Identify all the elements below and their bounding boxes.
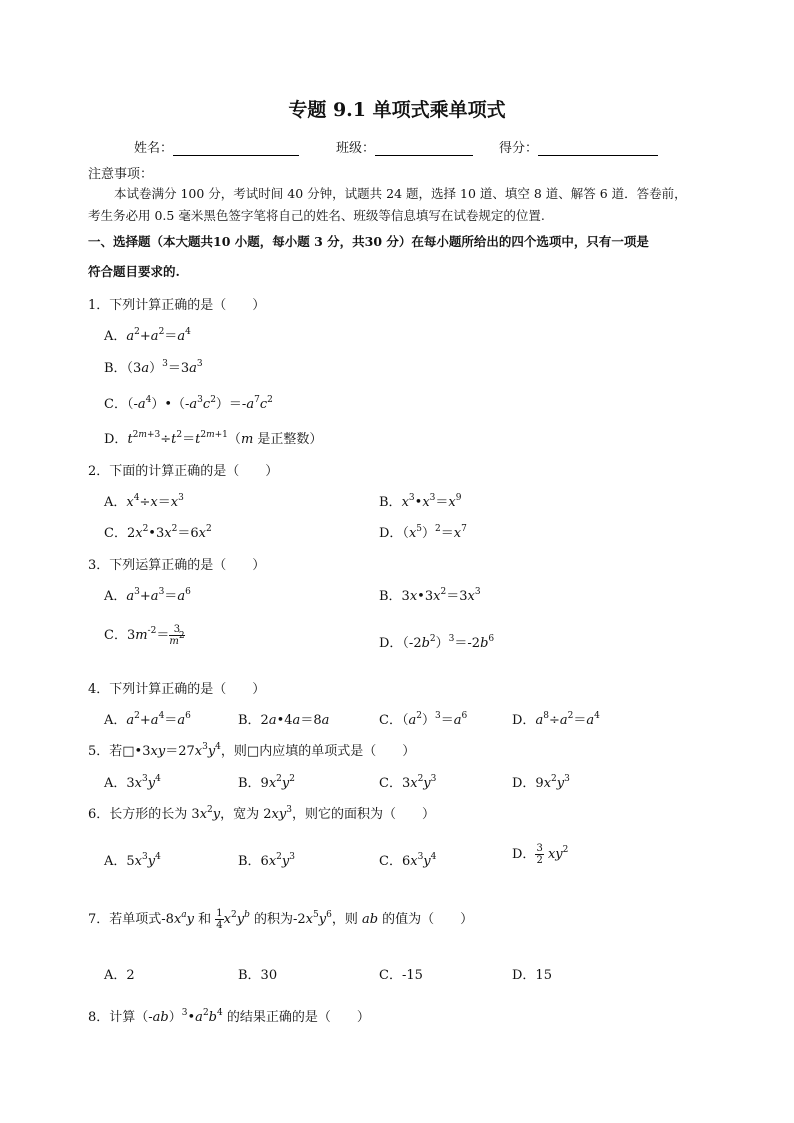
q7-option-b[interactable]: B．30 [238,968,278,983]
section-heading-line-2: 符合题目要求的. [88,264,180,279]
q1-option-d[interactable]: D．$t^{2m+3}\div t^2=t^{2m+1}(m$ 是正整数） [104,430,323,447]
class-field-row [336,137,473,156]
question-8-stem: 8．计算$(-ab)^3•a^2b^4$ 的结果正确的是（ ） [88,1008,370,1025]
question-3-stem: 3．下列运算正确的是（ ） [88,558,266,573]
notice-line-2: 考生务必用 0.5 毫米黑色签字笔将自己的姓名、班级等信息填写在试卷规定的位置. [88,208,545,223]
q2-option-b[interactable]: B．$x^3•x^3=x^9$ [379,493,462,510]
score-field-row [499,137,658,156]
q3-option-c[interactable]: C．$3m^{-2}=$ $\frac{3}{m^2}$ [104,624,185,647]
class-label: 班级： [336,141,376,156]
question-5-stem: 5．若$□•3xy=27x^3y^4$，则□内应填的单项式是（ ） [88,742,416,759]
q1-option-b[interactable]: B．$(3a)^3=3a^3$ [104,359,203,376]
q1-option-c[interactable]: C．$(-a^4)•(-a^3c^2)=-a^7c^2$ [104,395,273,412]
q1-option-a[interactable]: A．$a^2+a^2=a^4$ [104,327,191,344]
question-1-stem: 1．下列计算正确的是（ ） [88,298,266,313]
score-blank[interactable] [538,141,658,156]
notice-line-1: 本试卷满分 100 分，考试时间 40 分钟，试题共 24 题，选择 10 道、填空 8 道、解答 6 道．答卷前， [114,186,687,201]
q3-option-d[interactable]: D．$(-2b^2)^3=-2b^6$ [379,634,495,651]
q2-option-d[interactable]: D．$(x^5)^2=x^7$ [379,524,467,541]
q6-option-c[interactable]: C．$6x^3y^4$ [379,852,437,869]
question-6-stem: 6．长方形的长为 $3x^2y$，宽为 $2xy^3$，则它的面积为（ ） [88,805,435,822]
section-heading-line-1: 一、选择题（本大题共10 小题，每小题 3 分，共30 分）在每小题所给出的四个选项中，只有一项是 [88,234,649,249]
name-field-row [134,137,299,156]
page-title: 专题 9.1 单项式乘单项式 [288,99,506,121]
q7-option-c[interactable]: C．-15 [379,968,423,983]
question-4-stem: 4．下列计算正确的是（ ） [88,682,266,697]
q7-option-a[interactable]: A．2 [104,968,135,983]
question-7-stem: 7．若单项式$-8x^ay$ 和 $\frac{1}{4}$ $x^2y^b$ 的积为$-2x^5y^6$，则 ab 的值为（ ） [88,908,474,931]
q6-option-a[interactable]: A．$5x^3y^4$ [104,852,161,869]
q5-option-b[interactable]: B．$9x^2y^2$ [238,774,295,791]
q6-option-b[interactable]: B．$6x^2y^3$ [238,852,295,869]
q4-option-d[interactable]: D．$a^8\div a^2=a^4$ [512,711,600,728]
q3-option-a[interactable]: A．$a^3+a^3=a^6$ [104,587,191,604]
q4-option-c[interactable]: C．$(a^2)^3=a^6$ [379,711,468,728]
q2-option-c[interactable]: C．$2x^2•3x^2=6x^2$ [104,524,212,541]
q4-option-b[interactable]: B．2a•4a＝8a [238,713,330,728]
q5-option-d[interactable]: D．$9x^2y^3$ [512,774,570,791]
name-blank[interactable] [173,141,299,156]
q6-option-d[interactable]: D． $\frac{3}{2}$ $xy^2$ [512,843,569,866]
score-label: 得分： [499,141,539,156]
class-blank[interactable] [375,141,473,156]
q5-option-a[interactable]: A．$3x^3y^4$ [104,774,161,791]
q7-option-d[interactable]: D．15 [512,968,552,983]
question-2-stem: 2．下面的计算正确的是（ ） [88,464,279,479]
q2-option-a[interactable]: A．$x^4\div x=x^3$ [104,493,184,510]
q3-option-b[interactable]: B．$3x•3x^2=3x^3$ [379,587,481,604]
name-label: 姓名： [134,141,174,156]
q5-option-c[interactable]: C．$3x^2y^3$ [379,774,437,791]
notice-heading: 注意事项： [88,167,154,182]
q4-option-a[interactable]: A．$a^2+a^4=a^6$ [104,711,191,728]
